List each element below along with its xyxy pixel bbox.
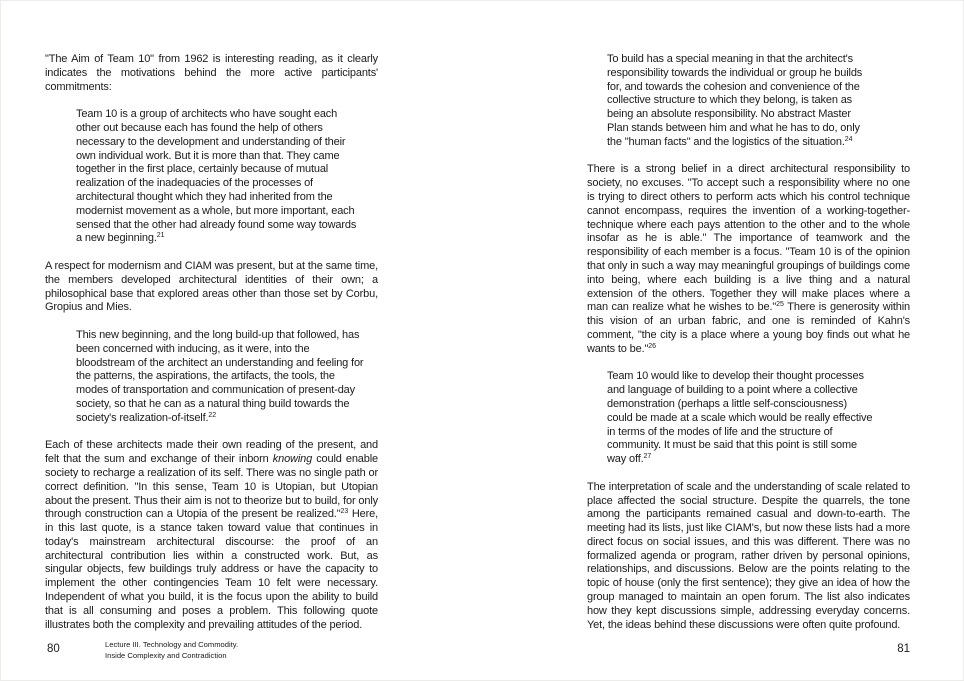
running-footer-caption	[105, 639, 238, 661]
right-block-quote-1: To build has a special meaning in that the architect's responsibility towards the individual or group he builds for, and towards the cohesion and convenience of the collective structure to which they belong, is taken as being an absolute responsibility. No abstract Master Plan stands between him and what he has to do, only the "human facts" and the logistics of the situation.$^{24}$	[607, 53, 863, 148]
left-paragraph-3: Each of these architects made their own reading of the present, and felt that the sum and exchange of their inborn knowing could enable society to recharge a realization of its self. There was no single path or correct definition. "In this sense, Team 10 is Utopian, but Utopian about the present. Thus their aim is not to theorize but to build, for only through construction can a Utopia of the present be realized."$^{23}$ Here, in this last quote, is a stance taken toward value that continues in today's mainstream architectural discourse: the proof of an architectural contribution lies within a constructed work. But, as singular objects, few buildings truly address or have the capacity to implement the other contingencies Team 10 felt were necessary. Independent of what you build, it is the focus upon the ability to build that is all consuming and poses a problem. This following quote illustrates both the complexity and prevailing attitudes of the period.	[45, 439, 378, 631]
page-number-right: 81	[897, 643, 910, 655]
left-block-quote-2: This new beginning, and the long build-up that followed, has been concerned with inducing, as it were, into the bloodstream of the architect an understanding and feeling for the patterns, the aspirations, the artifacts, the tools, the modes of transportation and communication of present-day society, so that he can as a natural thing build towards the society's realization-of-itself.$^{22}$	[76, 328, 364, 424]
page-number-left: 80	[47, 643, 60, 655]
left-page-text-column	[45, 53, 378, 632]
left-block-quote-1: Team 10 is a group of architects who have sought each other out because each has found the help of others necessary to the development and understanding of their own individual work. But it is more than that. They came together in the first place, certainly because of mutual realization of the inadequacies of the processes of architectural thought which they had inherited from the modernist movement as a whole, but more important, each sensed that the other had already found some way towards a new beginning.$^{21}$	[76, 108, 357, 245]
left-paragraph-intro: "The Aim of Team 10" from 1962 is interesting reading, as it clearly indicates the motivations behind the more active participants' commitments:	[45, 53, 378, 93]
footer-caption-line-2: Inside Complexity and Contradiction	[105, 651, 227, 660]
right-block-quote-2: Team 10 would like to develop their thought processes and language of building to a point where a collective demonstration (perhaps a little self-consciousness) could be made at a scale which would be really effective in terms of the modes of life and the structure of community. It must be said that this point is still some way off.$^{27}$	[607, 370, 873, 466]
left-paragraph-2: A respect for modernism and CIAM was present, but at the same time, the members developed architectural identities of their own; a philosophical base that explored areas other than those set by Corbu, Gropius and Mies.	[45, 259, 378, 314]
right-paragraph-2: The interpretation of scale and the understanding of scale related to place affected the social structure. Despite the quarrels, the tone among the participants remained casual and down-to-earth. The meeting had its lists, just like CIAM's, but now these lists had a more direct focus on social issues, and this was different. There was no formalized agenda or program, rather driven by personal opinions, relationships, and discussions. Below are the points relating to the topic of house (only the first sentence); they give an idea of how the group managed to maintain an open forum. The list also indicates how they kept discussions simple, addressing everyday concerns. Yet, the ideas behind these discussions were often quite profound.	[587, 480, 910, 631]
left-page-footer	[45, 638, 378, 666]
right-page-text-column	[587, 53, 910, 632]
right-paragraph-1: There is a strong belief in a direct architectural responsibility to society, no excuses. "To accept such a responsibility where no one is trying to direct others to perform acts which his control technique cannot encompass, requires the invention of a working-together-technique where each pays attention to the other and to the whole insofar as he is able." The importance of teamwork and the responsibility of each member is a focus. "Team 10 is of the opinion that only in such a way may meaningful groupings of buildings come into being, where each building is a live thing and a natural extension of the others. Together they will make places where a man can realize what he wishes to be."$^{25}$ There is generosity within this vision of an urban fabric, and one is reminded of Kahn's comment, "the city is a place where a young boy finds out what he wants to be."$^{26}$	[587, 163, 911, 355]
right-page-footer	[587, 643, 910, 655]
footer-caption-line-1: Lecture III. Technology and Commodity.	[105, 640, 239, 649]
